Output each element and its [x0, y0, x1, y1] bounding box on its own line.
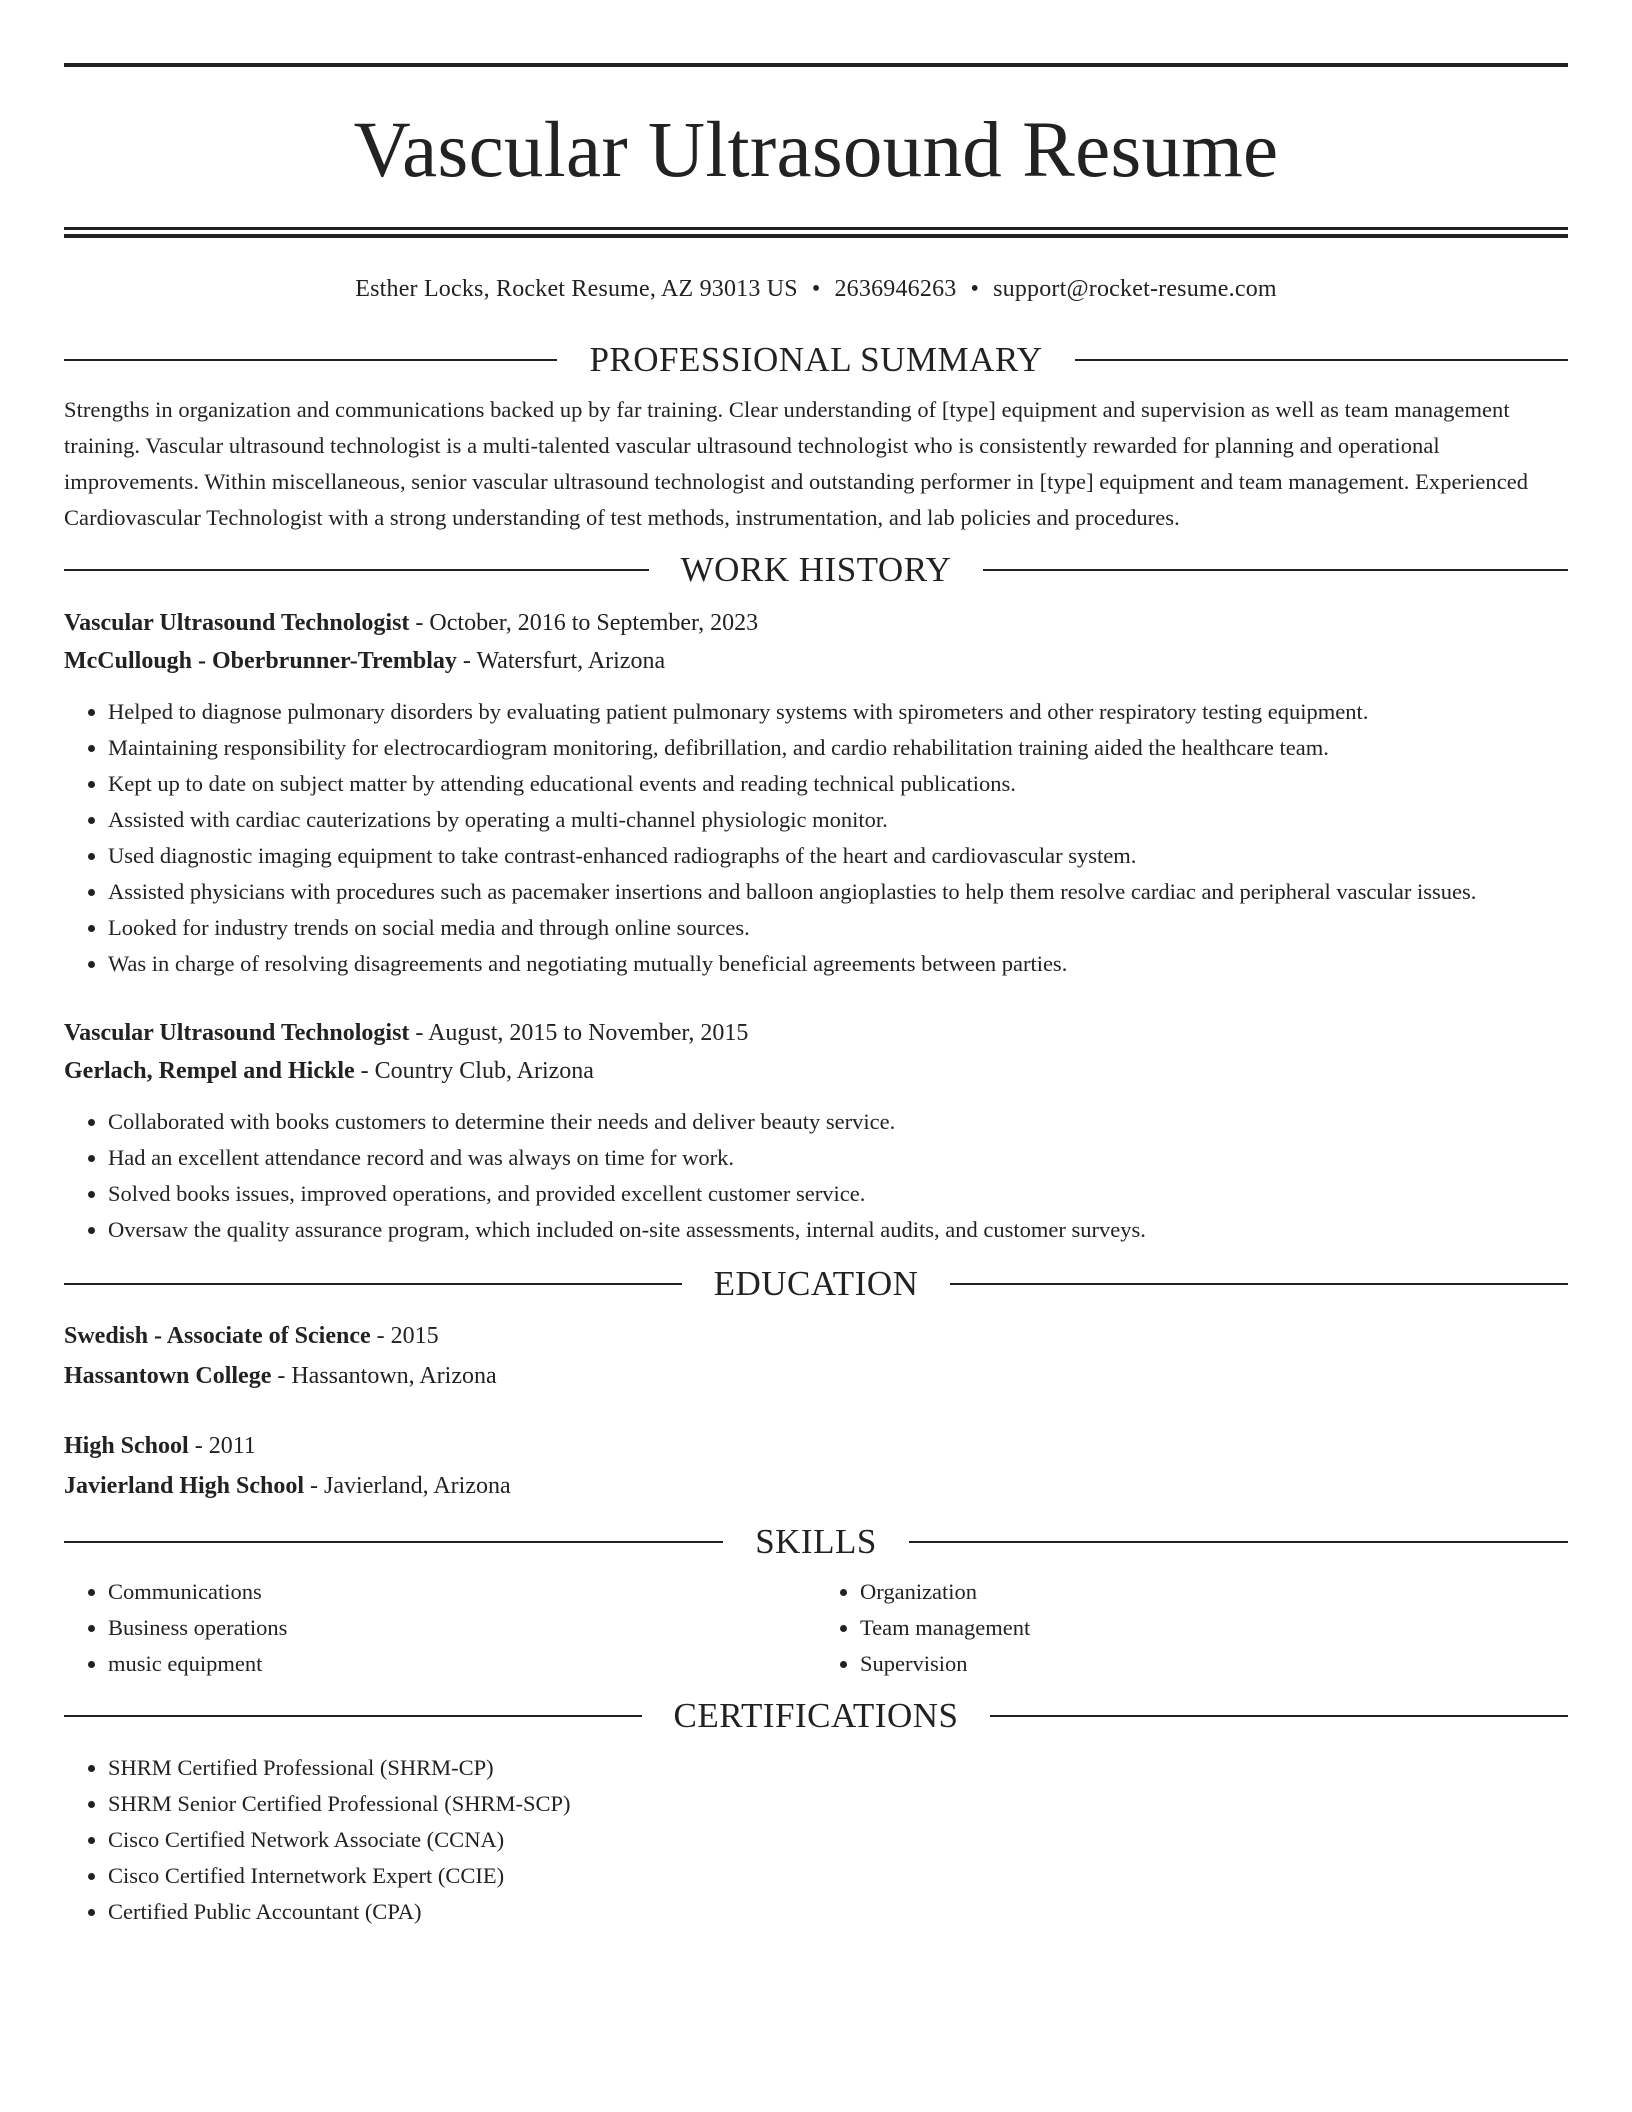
skill-item: • music equipment [108, 1646, 816, 1682]
certification-item: • Cisco Certified Network Associate (CCNA) [108, 1822, 1568, 1858]
section-title: CERTIFICATIONS [673, 1696, 959, 1735]
contact-email[interactable]: support@rocket-resume.com [993, 276, 1277, 302]
list-item: • Looked for industry trends on social media and through online sources. [108, 910, 1568, 946]
contact-separator: • [811, 276, 821, 302]
edu-year: - 2011 [188, 1433, 256, 1459]
edu-school: Hassantown College [64, 1363, 272, 1389]
section-title: SKILLS [755, 1522, 877, 1561]
skills-list [64, 1574, 1568, 1682]
top-rule [64, 63, 1568, 67]
heading-rule [64, 1283, 682, 1285]
heading-rule [983, 569, 1568, 571]
list-item: • Assisted physicians with procedures such as pacemaker insertions and balloon angioplasties to help them resolve cardiac and peripheral vascular issues. [108, 874, 1568, 910]
skill-item: • Supervision [860, 1646, 1568, 1682]
certification-item: • Certified Public Accountant (CPA) [108, 1894, 1568, 1930]
job-dates: - August, 2015 to November, 2015 [409, 1020, 749, 1046]
section-heading-summary [64, 338, 1568, 382]
list-item: • Had an excellent attendance record and was always on time for work. [108, 1140, 1568, 1176]
heading-rule [1075, 359, 1568, 361]
list-item: • Kept up to date on subject matter by attending educational events and reading technical publications. [108, 766, 1568, 802]
skill-item: • Organization [860, 1574, 1568, 1610]
contact-address: Esther Locks, Rocket Resume, AZ 93013 US [355, 276, 798, 302]
section-heading-skills [64, 1520, 1568, 1564]
job-dates: - October, 2016 to September, 2023 [409, 610, 759, 636]
edu-degree: Swedish - Associate of Science [64, 1323, 371, 1349]
contact-separator: • [970, 276, 980, 302]
list-item: • Helped to diagnose pulmonary disorders by evaluating patient pulmonary systems with spirometers and other respiratory testing equipment. [108, 694, 1568, 730]
certifications-list [64, 1750, 1568, 1930]
job-title: Vascular Ultrasound Technologist [64, 1020, 410, 1046]
skill-item: • Business operations [108, 1610, 816, 1646]
heading-rule [950, 1283, 1568, 1285]
section-title: WORK HISTORY [680, 550, 952, 589]
list-item: • Was in charge of resolving disagreements and negotiating mutually beneficial agreements between parties. [108, 946, 1568, 982]
list-item: • Assisted with cardiac cauterizations by operating a multi-channel physiologic monitor. [108, 802, 1568, 838]
job-location: - Watersfurt, Arizona [456, 648, 666, 674]
job-company: McCullough - Oberbrunner-Tremblay [64, 648, 457, 674]
certification-item: • SHRM Certified Professional (SHRM-CP) [108, 1750, 1568, 1786]
heading-rule [64, 359, 557, 361]
section-title: PROFESSIONAL SUMMARY [589, 340, 1043, 379]
heading-rule [909, 1541, 1568, 1543]
section-heading-certifications [64, 1694, 1568, 1738]
job-entry [64, 604, 1568, 982]
edu-location: - Hassantown, Arizona [271, 1363, 497, 1389]
job-company: Gerlach, Rempel and Hickle [64, 1058, 355, 1084]
edu-school: Javierland High School [64, 1473, 305, 1499]
list-item: • Solved books issues, improved operations, and provided excellent customer service. [108, 1176, 1568, 1212]
summary-text: Strengths in organization and communications backed up by far training. Clear understanding of [type] equipment and supervision as well as team management training. Vascular ultrasound technologist is a multi-talented vascular ultrasound technologist who is consistently rewarded for planning and operational improvements. Within miscellaneous, senior vascular ultrasound technologist and outstanding performer in [type] equipment and team management. Experienced Cardiovascular Technologist with a strong understanding of test methods, instrumentation, and lab policies and procedures. [64, 397, 1529, 530]
job-title-line [64, 604, 1568, 642]
education-entry [64, 1316, 1568, 1396]
contact-line [64, 274, 1568, 304]
list-item: • Collaborated with books customers to determine their needs and deliver beauty service. [108, 1104, 1568, 1140]
list-item: • Used diagnostic imaging equipment to take contrast-enhanced radiographs of the heart and cardiovascular system. [108, 838, 1568, 874]
job-title: Vascular Ultrasound Technologist [64, 610, 410, 636]
job-bullets [64, 1104, 1568, 1248]
edu-school-line [64, 1466, 1568, 1506]
edu-degree: High School [64, 1433, 189, 1459]
skill-item: • Communications [108, 1574, 816, 1610]
skills-column-left [64, 1574, 816, 1682]
job-location: - Country Club, Arizona [354, 1058, 594, 1084]
skill-item: • Team management [860, 1610, 1568, 1646]
contact-phone: 2636946263 [834, 276, 957, 302]
skills-column-right [816, 1574, 1568, 1682]
heading-rule [64, 1715, 642, 1717]
edu-degree-line [64, 1426, 1568, 1466]
heading-rule [64, 569, 649, 571]
job-bullets [64, 694, 1568, 982]
edu-school-line [64, 1356, 1568, 1396]
job-company-line [64, 642, 1568, 680]
job-entry [64, 1014, 1568, 1248]
title-double-rule [64, 227, 1568, 238]
section-title: EDUCATION [713, 1264, 919, 1303]
heading-rule [990, 1715, 1568, 1717]
edu-location: - Javierland, Arizona [304, 1473, 511, 1499]
resume-title: Vascular Ultrasound Resume [353, 107, 1279, 194]
education-entry [64, 1426, 1568, 1506]
edu-degree-line [64, 1316, 1568, 1356]
section-heading-education [64, 1262, 1568, 1306]
edu-year: - 2015 [370, 1323, 439, 1349]
list-item: • Oversaw the quality assurance program, which included on-site assessments, internal audits, and customer surveys. [108, 1212, 1568, 1248]
section-heading-work [64, 548, 1568, 592]
job-title-line [64, 1014, 1568, 1052]
certification-item: • SHRM Senior Certified Professional (SHRM-SCP) [108, 1786, 1568, 1822]
list-item: • Maintaining responsibility for electrocardiogram monitoring, defibrillation, and cardio rehabilitation training aided the healthcare team. [108, 730, 1568, 766]
heading-rule [64, 1541, 723, 1543]
job-company-line [64, 1052, 1568, 1090]
certification-item: • Cisco Certified Internetwork Expert (CCIE) [108, 1858, 1568, 1894]
